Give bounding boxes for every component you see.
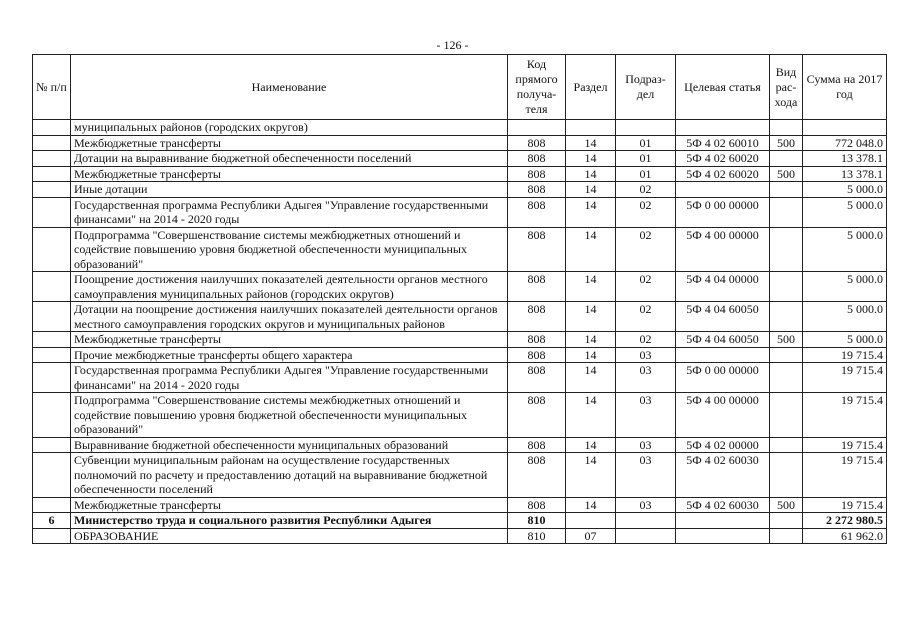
row-sum: 5 000.0	[803, 182, 887, 198]
header-subsection: Подраз-дел	[616, 55, 676, 120]
row-name: Межбюджетные трансферты	[71, 166, 508, 182]
row-target: 5Ф 4 02 60030	[676, 497, 770, 513]
row-section: 14	[566, 151, 616, 167]
row-num	[33, 453, 71, 498]
row-subsection: 03	[616, 437, 676, 453]
header-row	[33, 55, 887, 120]
row-expense-type	[770, 120, 803, 136]
row-subsection: 01	[616, 151, 676, 167]
row-num	[33, 363, 71, 393]
row-target: 5Ф 4 00 00000	[676, 393, 770, 438]
row-target: 5Ф 4 02 60020	[676, 166, 770, 182]
page-number: - 126 -	[436, 38, 469, 52]
row-name: муниципальных районов (городских округов)	[71, 120, 508, 136]
row-expense-type	[770, 272, 803, 302]
row-sum: 19 715.4	[803, 393, 887, 438]
row-subsection: 02	[616, 272, 676, 302]
row-target: 5Ф 4 00 00000	[676, 227, 770, 272]
header-name: Наименование	[71, 55, 508, 120]
row-expense-type	[770, 182, 803, 198]
row-target	[676, 347, 770, 363]
row-section: 14	[566, 453, 616, 498]
row-sum: 13 378.1	[803, 151, 887, 167]
row-section: 14	[566, 332, 616, 348]
row-num	[33, 166, 71, 182]
row-code: 808	[508, 453, 566, 498]
row-subsection: 03	[616, 393, 676, 438]
row-expense-type: 500	[770, 135, 803, 151]
row-name: ОБРАЗОВАНИЕ	[71, 528, 508, 544]
row-section: 14	[566, 497, 616, 513]
row-section	[566, 513, 616, 529]
table-row	[33, 437, 887, 453]
row-target	[676, 182, 770, 198]
table-row	[33, 166, 887, 182]
row-code: 808	[508, 197, 566, 227]
row-name: Государственная программа Республики Адыгея "Управление государственными финансами" на 2014 - 2020 годы	[71, 197, 508, 227]
row-name: Государственная программа Республики Адыгея "Управление государственными финансами" на 2014 - 2020 годы	[71, 363, 508, 393]
header-code: Код прямого получа-теля	[508, 55, 566, 120]
row-num	[33, 182, 71, 198]
row-code: 810	[508, 528, 566, 544]
row-name: Межбюджетные трансферты	[71, 332, 508, 348]
row-name: Подпрограмма "Совершенствование системы межбюджетных отношений и содействие повышению уровня бюджетной обеспеченности муниципальных образований"	[71, 393, 508, 438]
row-subsection: 02	[616, 332, 676, 348]
row-subsection	[616, 528, 676, 544]
row-target: 5Ф 4 04 60050	[676, 302, 770, 332]
row-name: Иные дотации	[71, 182, 508, 198]
row-num	[33, 197, 71, 227]
row-target: 5Ф 4 02 60030	[676, 453, 770, 498]
row-name: Межбюджетные трансферты	[71, 497, 508, 513]
row-num	[33, 393, 71, 438]
row-section	[566, 120, 616, 136]
row-code: 808	[508, 182, 566, 198]
table-row	[33, 347, 887, 363]
row-code: 808	[508, 393, 566, 438]
row-expense-type: 500	[770, 497, 803, 513]
row-section: 14	[566, 182, 616, 198]
row-section: 14	[566, 347, 616, 363]
row-target: 5Ф 4 02 60020	[676, 151, 770, 167]
row-subsection: 03	[616, 363, 676, 393]
row-section: 14	[566, 227, 616, 272]
row-subsection: 03	[616, 347, 676, 363]
row-name: Дотации на поощрение достижения наилучших показателей деятельности органов местного самоуправления городских округов и муниципальных районов	[71, 302, 508, 332]
row-expense-type	[770, 363, 803, 393]
row-expense-type	[770, 393, 803, 438]
row-target: 5Ф 4 04 60050	[676, 332, 770, 348]
row-num	[33, 437, 71, 453]
row-code: 808	[508, 302, 566, 332]
header-expense-type: Вид рас-хода	[770, 55, 803, 120]
row-code: 808	[508, 347, 566, 363]
row-expense-type	[770, 151, 803, 167]
row-section: 14	[566, 302, 616, 332]
row-subsection: 02	[616, 227, 676, 272]
row-sum: 772 048.0	[803, 135, 887, 151]
row-expense-type	[770, 227, 803, 272]
table-row	[33, 363, 887, 393]
row-subsection	[616, 513, 676, 529]
row-num	[33, 528, 71, 544]
table-row	[33, 528, 887, 544]
header-num: № п/п	[33, 55, 71, 120]
row-num	[33, 332, 71, 348]
row-subsection: 02	[616, 182, 676, 198]
row-name: Дотации на выравнивание бюджетной обеспеченности поселений	[71, 151, 508, 167]
row-target	[676, 120, 770, 136]
table-row	[33, 120, 887, 136]
row-expense-type	[770, 437, 803, 453]
row-section: 14	[566, 135, 616, 151]
row-section: 14	[566, 197, 616, 227]
row-code: 808	[508, 151, 566, 167]
row-subsection: 02	[616, 197, 676, 227]
row-expense-type	[770, 347, 803, 363]
row-subsection: 03	[616, 497, 676, 513]
row-expense-type: 500	[770, 166, 803, 182]
row-sum: 61 962.0	[803, 528, 887, 544]
table-row	[33, 227, 887, 272]
row-expense-type: 500	[770, 332, 803, 348]
row-target: 5Ф 4 04 00000	[676, 272, 770, 302]
header-sum: Сумма на 2017 год	[803, 55, 887, 120]
row-num: 6	[33, 513, 71, 529]
row-sum: 19 715.4	[803, 363, 887, 393]
row-code: 808	[508, 272, 566, 302]
row-expense-type	[770, 453, 803, 498]
table-row	[33, 513, 887, 529]
row-subsection: 02	[616, 302, 676, 332]
row-section: 14	[566, 272, 616, 302]
row-num	[33, 302, 71, 332]
table-row	[33, 497, 887, 513]
row-section: 07	[566, 528, 616, 544]
row-name: Межбюджетные трансферты	[71, 135, 508, 151]
row-target	[676, 513, 770, 529]
row-expense-type	[770, 197, 803, 227]
row-sum: 2 272 980.5	[803, 513, 887, 529]
row-expense-type	[770, 302, 803, 332]
row-num	[33, 135, 71, 151]
row-target: 5Ф 4 02 00000	[676, 437, 770, 453]
budget-table	[32, 54, 887, 544]
row-code	[508, 120, 566, 136]
row-target	[676, 528, 770, 544]
table-row	[33, 197, 887, 227]
row-sum: 5 000.0	[803, 197, 887, 227]
row-num	[33, 272, 71, 302]
row-expense-type	[770, 513, 803, 529]
row-name: Подпрограмма "Совершенствование системы межбюджетных отношений и содействие повышению уровня бюджетной обеспеченности муниципальных образований"	[71, 227, 508, 272]
row-section: 14	[566, 393, 616, 438]
header-section: Раздел	[566, 55, 616, 120]
table-row	[33, 302, 887, 332]
row-sum: 5 000.0	[803, 332, 887, 348]
row-num	[33, 151, 71, 167]
row-sum: 5 000.0	[803, 272, 887, 302]
row-sum	[803, 120, 887, 136]
row-num	[33, 120, 71, 136]
row-sum: 5 000.0	[803, 302, 887, 332]
row-section: 14	[566, 363, 616, 393]
row-subsection: 03	[616, 453, 676, 498]
row-name: Прочие межбюджетные трансферты общего характера	[71, 347, 508, 363]
table-row	[33, 332, 887, 348]
row-name: Поощрение достижения наилучших показателей деятельности органов местного самоуправления муниципальных районов (городских округов)	[71, 272, 508, 302]
row-code: 808	[508, 166, 566, 182]
row-subsection: 01	[616, 166, 676, 182]
row-code: 808	[508, 332, 566, 348]
row-target: 5Ф 0 00 00000	[676, 197, 770, 227]
row-target: 5Ф 0 00 00000	[676, 363, 770, 393]
row-section: 14	[566, 166, 616, 182]
row-num	[33, 497, 71, 513]
row-name: Субвенции муниципальным районам на осуществление государственных полномочий по расчету и предоставлению дотаций на выравнивание бюджетной обеспеченности поселений	[71, 453, 508, 498]
row-sum: 19 715.4	[803, 453, 887, 498]
row-sum: 19 715.4	[803, 437, 887, 453]
row-expense-type	[770, 528, 803, 544]
table-row	[33, 393, 887, 438]
table-row	[33, 182, 887, 198]
row-num	[33, 347, 71, 363]
row-num	[33, 227, 71, 272]
table-row	[33, 453, 887, 498]
row-name: Выравнивание бюджетной обеспеченности муниципальных образований	[71, 437, 508, 453]
row-subsection	[616, 120, 676, 136]
row-subsection: 01	[616, 135, 676, 151]
header-target: Целевая статья	[676, 55, 770, 120]
row-code: 808	[508, 497, 566, 513]
row-sum: 19 715.4	[803, 497, 887, 513]
row-sum: 5 000.0	[803, 227, 887, 272]
row-sum: 13 378.1	[803, 166, 887, 182]
table-row	[33, 272, 887, 302]
row-code: 808	[508, 135, 566, 151]
row-target: 5Ф 4 02 60010	[676, 135, 770, 151]
row-code: 808	[508, 437, 566, 453]
row-code: 808	[508, 227, 566, 272]
row-code: 808	[508, 363, 566, 393]
row-name: Министерство труда и социального развития Республики Адыгея	[71, 513, 508, 529]
row-section: 14	[566, 437, 616, 453]
table-row	[33, 135, 887, 151]
row-code: 810	[508, 513, 566, 529]
row-sum: 19 715.4	[803, 347, 887, 363]
table-row	[33, 151, 887, 167]
